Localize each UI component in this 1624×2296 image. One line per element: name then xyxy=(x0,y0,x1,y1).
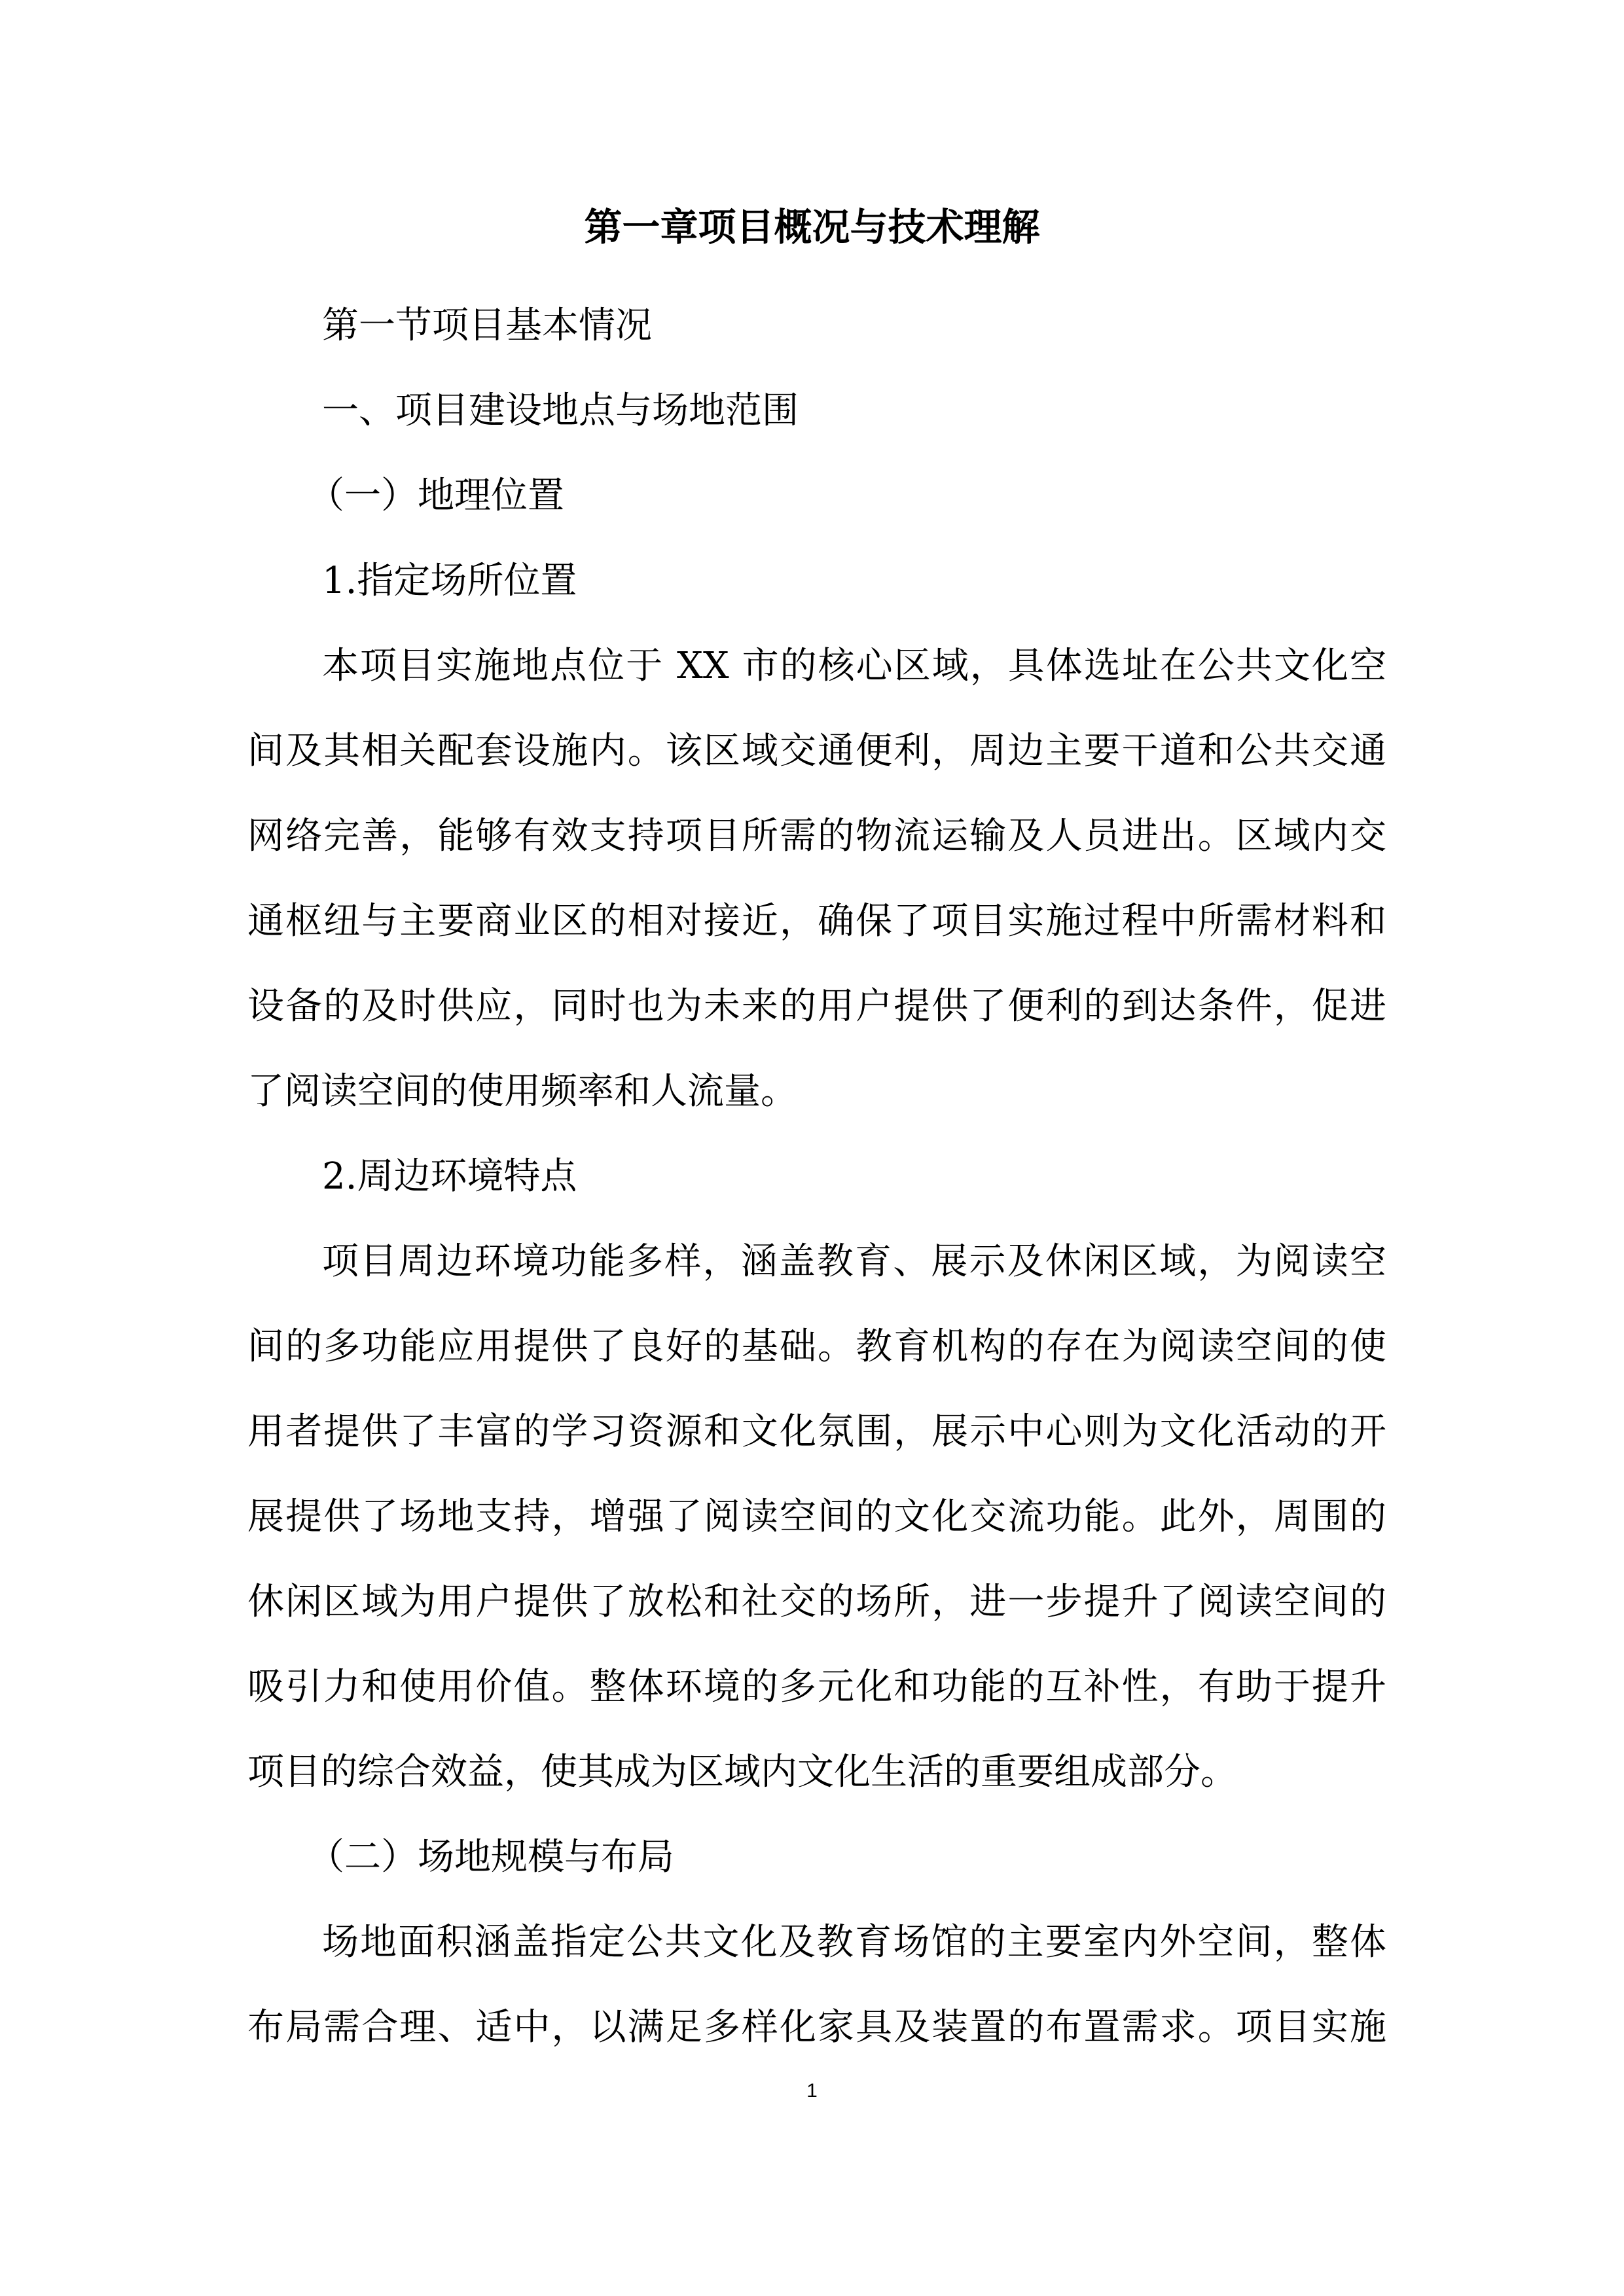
paragraph-line: 展提供了场地支持，增强了阅读空间的文化交流功能。此外，周围的 xyxy=(247,1496,1386,1538)
section-title: 第一节项目基本情况 xyxy=(322,304,652,347)
paragraph-line: 设备的及时供应，同时也为未来的用户提供了便利的到达条件，促进 xyxy=(247,985,1386,1028)
page-number: 1 xyxy=(806,2080,818,2102)
paragraph-line: 用者提供了丰富的学习资源和文化氛围，展示中心则为文化活动的开 xyxy=(247,1410,1386,1453)
paragraph-line: 项目的综合效益，使其成为区域内文化生活的重要组成部分。 xyxy=(247,1751,1237,1793)
paragraph-line: 间及其相关配套设施内。该区域交通便利，周边主要干道和公共交通 xyxy=(247,730,1386,772)
paragraph-line: 场地面积涵盖指定公共文化及教育场馆的主要室内外空间，整体 xyxy=(322,1921,1386,1964)
subheading-geographic-location: （一）地理位置 xyxy=(308,475,564,517)
paragraph-line: 间的多功能应用提供了良好的基础。教育机构的存在为阅读空间的使 xyxy=(247,1325,1386,1368)
heading-location-and-site: 一、项目建设地点与场地范围 xyxy=(322,389,799,432)
paragraph-line: 了阅读空间的使用频率和人流量。 xyxy=(247,1070,797,1113)
chapter-title: 第一章项目概况与技术理解 xyxy=(584,205,1040,249)
subheading-site-scale-and-layout: （二）场地规模与布局 xyxy=(308,1836,674,1878)
paragraph-line: 布局需合理、适中，以满足多样化家具及装置的布置需求。项目实施 xyxy=(247,2006,1386,2049)
paragraph-line: 休闲区域为用户提供了放松和社交的场所，进一步提升了阅读空间的 xyxy=(247,1581,1386,1623)
paragraph-line: 网络完善，能够有效支持项目所需的物流运输及人员进出。区域内交 xyxy=(247,815,1386,857)
item-surrounding-environment-title: 2.周边环境特点 xyxy=(322,1155,577,1198)
paragraph-line: 本项目实施地点位于 XX 市的核心区域，具体选址在公共文化空 xyxy=(322,645,1386,687)
paragraph-line: 项目周边环境功能多样，涵盖教育、展示及休闲区域，为阅读空 xyxy=(322,1240,1386,1283)
item-site-location-title: 1.指定场所位置 xyxy=(322,560,577,602)
paragraph-line: 吸引力和使用价值。整体环境的多元化和功能的互补性，有助于提升 xyxy=(247,1666,1386,1708)
paragraph-line: 通枢纽与主要商业区的相对接近，确保了项目实施过程中所需材料和 xyxy=(247,900,1386,942)
